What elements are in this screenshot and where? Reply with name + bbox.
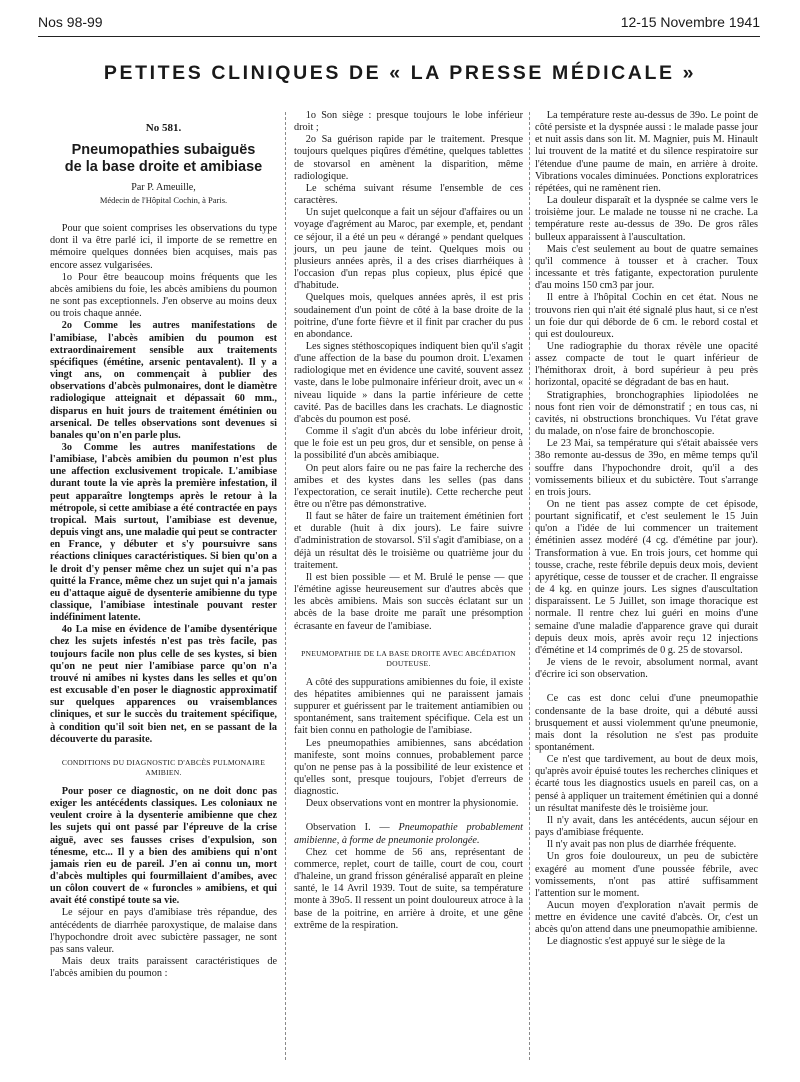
masthead-title: PETITES CLINIQUES DE « LA PRESSE MÉDICALE » — [103, 62, 697, 84]
column-3 — [535, 110, 758, 949]
paragraph: Les pneumopathies amibiennes, sans abcédation manifeste, sont moins connues, probablement parce qu'on ne pense pas à la possibilité de leur existence et qu'elles sont, presque toujours, l'objet d'erreurs de diagnostic. — [294, 737, 523, 798]
paragraph: Aucun moyen d'exploration n'avait permis de mettre en évidence une cavité d'abcès. Or, c'est un abcès qu'on attend dans une pneumopathie amibienne. — [535, 900, 758, 936]
paragraph: Quelques mois, quelques années après, il est pris soudainement d'un point de côté à la base droite de la poitrine, d'une forte fièvre et il finit par cracher du pus en abondance. — [294, 292, 523, 340]
paragraph: Pour que soient comprises les observations du type dont il va être parlé ici, il importe de se remettre en mémoire quelques données bien acquises, mais pas encore assez vulgarisées. — [50, 223, 277, 271]
paragraph: Mais deux traits paraissent caractéristiques de l'abcès amibien du poumon : — [50, 956, 277, 980]
article-title-line-1: Pneumopathies subaiguës — [71, 142, 256, 159]
column-divider — [285, 112, 286, 1060]
article-title-line-2: de la base droite et amibiase — [64, 159, 263, 176]
paragraph: Il n'y avait pas non plus de diarrhée fréquente. — [546, 839, 737, 851]
paragraph: Comme il s'agit d'un abcès du lobe inférieur droit, que le foie est un peu gros, dur et sensible, on pense à la possibilité d'un abcès amibiaque. — [294, 426, 523, 462]
paragraph: Il faut se hâter de faire un traitement émétinien fort et durable (huit à dix jours). Le faire suivre d'administration de stovarsol. S'il s'agit d'amibiase, on a déjà un résultat dès le troisième ou quatrième jour du traitement. — [294, 511, 523, 571]
paragraph: Ce n'est que tardivement, au bout de deux mois, qu'après avoir épuisé toutes les recherches cliniques et écarté tous les diagnostics usuels en pareil cas, on a pensé à appliquer un traitement émétinien qui a donné un résultat manifeste dès le troisième jour. — [535, 754, 758, 814]
running-header — [38, 14, 760, 36]
paragraph: Il entre à l'hôpital Cochin en cet état. Nous ne trouvons rien qui n'ait été signalé plus haut, si ce n'est un foie dur qui déborde de 6 cm. le rebord costal et qui est douloureux. — [535, 292, 758, 340]
article-number: No 581. — [145, 122, 182, 134]
paragraph: 1o Son siège : presque toujours le lobe inférieur droit ; — [294, 110, 523, 134]
paragraph: 2o Sa guérison rapide par le traitement. Presque toujours quelques piqûres d'émétine, quelques tablettes de stovarsol en amènent la disparition, même radiologique. — [294, 134, 523, 182]
paragraph: Je viens de le revoir, absolument normal, avant d'écrire ici son observation. — [535, 657, 758, 681]
paragraph: Ce cas est donc celui d'une pneumopathie condensante de la base droite, qui a débuté aussi brusquement et aussi violemment qu'une pneumonie, mais dont la résolution ne s'est pas produite spontanément. — [535, 693, 758, 753]
paragraph: Le séjour en pays d'amibiase très répandue, des antécédents de diarrhée paroxystique, de malaise dans l'hypochondre droit avec subictère passager, ne sont pas sans valeur. — [50, 907, 277, 955]
paragraph: La douleur disparaît et la dyspnée se calme vers le troisième jour. Le malade ne tousse ni ne crache. La température reste au-dessus de 39o. De gros râles bulleux apparaissent à l'auscultation. — [535, 195, 758, 243]
paragraph: 1o Pour être beaucoup moins fréquents que les abcès amibiens du foie, les abcès amibiens du poumon ne sont pas exceptionnels. J'en observe au moins deux ou trois chaque année. — [50, 271, 277, 320]
article-title — [50, 142, 277, 176]
paragraph: Les signes stéthoscopiques indiquent bien qu'il s'agit d'une affection de la base du poumon droit. L'examen radiologique met en évidence une cavité, souvent assez vaste, dans le lobe pulmonaire inférieur droit, avec un « niveau liquide » dans la partie inférieure de cette cavité. Pas de bacilles dans les crachats. Le diagnostic d'abcès du poumon est posé. — [294, 340, 523, 425]
observation-title: Pneumopathie probablement amibienne, à forme de pneumonie prolongée. — [294, 822, 523, 846]
paragraph: 4o La mise en évidence de l'amibe dysentérique chez les sujets infestés n'est pas très facile, pas toujours facile non plus celle de ses kystes, si bien qu'on ne peut nier l'amibiase parce qu'on n'a trouvé ni amibes ni kystes dans les selles et qu'on est excusable d'en poser le diagnostic approximatif sur quelques apparences ou vraisemblances cliniques, et sur le succès du traitement spécifique, à condition qu'il soit bien net, en se passant de la découverte du parasite. — [50, 624, 277, 745]
observation-heading — [294, 822, 523, 846]
paragraph: Le diagnostic s'est appuyé sur le siège de la — [546, 936, 726, 948]
column-2 — [294, 110, 523, 932]
paragraph: A côté des suppurations amibiennes du foie, il existe des hépatites amibiennes qui ne paraissent jamais suppurer et guérissent par le traitement antiamibien ou spontanément, sans traitement spécifique. Cela est un fait bien connu en pathologie de l'amibiase. — [294, 676, 523, 737]
paragraph: Mais c'est seulement au bout de quatre semaines qu'il commence à tousser et à cracher. Toux incessante et très fatigante, expectoration purulente d'au moins 150 cm3 par jour. — [535, 243, 758, 292]
paragraph: Chez cet homme de 56 ans, représentant de commerce, replet, court de taille, court de cou, court d'haleine, un grand frisson généralisé apparaît en pleine santé, le 14 Avril 1939. Tout de suite, sa température monte à 39o5. Il ressent un point douloureux atroce à la base de la poitrine, en arrière à droite, et une gêne extrême de la respiration. — [294, 846, 523, 931]
paragraph: Deux observations vont en montrer la physionomie. — [305, 798, 519, 810]
paragraph: 3o Comme les autres manifestations de l'amibiase, l'abcès amibien du poumon n'est plus une affection exclusivement tropicale. L'amibiase durant toute la vie après la première infestation, il peut apparaître longtemps après le retour à la métropole, si cette amibiase a été contractée en pays tropical. Mais surtout, l'amibiase est devenue, depuis vingt ans, une maladie qui peut se contracter en France, y débuter et s'y poursuivre sans réactions cliniques caractéristiques. Si bien qu'on a le droit d'y penser même chez un sujet qui n'a pas quitté la France, même chez un sujet qui n'a jamais eu d'attaque aiguë de dysenterie amibienne du type classique, l'amibiase intestinale pouvant rester indéfiniment latente. — [50, 441, 277, 624]
paragraph: Pour poser ce diagnostic, on ne doit donc pas exiger les antécédents classiques. Les coloniaux ne veulent croire à la dysenterie amibienne que chez les sujets qui ont passé par l'épreuve de la crise aiguë, avec ses fausses crises d'expulsion, son ténesme, etc... Il y a bien des amibiens qui n'ont jamais rien eu de pareil. J'en ai connu un, mort d'abcès multiples qui fourmillaient d'amibes, avec un côlon couvert de « furoncles » amibiens, et qui avait été constipé toute sa vie. — [50, 785, 277, 907]
author-affiliation: Médecin de l'Hôpital Cochin, à Paris. — [99, 195, 228, 206]
paragraph: Une radiographie du thorax révèle une opacité assez compacte de tout le quart inférieur de l'hémithorax droit, à bord supérieur à peu près horizontal, opacité se dégradant de bas en haut. — [535, 340, 758, 389]
paragraph: 2o Comme les autres manifestations de l'amibiase, l'abcès amibien du poumon est extraordinairement sensible aux traitements spécifiques (émétine, arsenic pentavalent). Il y a vingt ans, on commençait à publier des observations d'abcès pulmonaires, dont le diamètre radiologique atteignait et dépassait 60 mm., disparus en huit jours de traitement émétinien ou arsenical. De telles observations sont devenues si banales qu'on n'en parle plus. — [50, 320, 277, 441]
header-rule — [38, 36, 760, 37]
paragraph: Le 23 Mai, sa température qui s'était abaissée vers 38o remonte au-dessus de 39o, en même temps qu'il souffre dans l'hypochondre droit, qu'il a des vomissements bilieux et du subictère. Tout s'arrange en trois jours. — [535, 438, 758, 498]
article-author: Par P. Ameuille, — [131, 182, 196, 194]
observation-label: Observation I. — — [305, 822, 390, 834]
paragraph: Le schéma suivant résume l'ensemble de ces caractères. — [294, 182, 523, 207]
paragraph: On ne tient pas assez compte de cet épisode, pourtant significatif, et c'est seulement le 15 Juin qu'on a l'idée de lui commencer un traitement émétinien assez modéré (4 cg. d'émétine par jour). Transformation à vue. En trois jours, cet homme qui tousse, crache, reste fébrile depuis deux mois, devient apyrétique, cesse de tousser et de cracher. Il engraisse de 4 kg. en quinze jours. Les signes d'auscultation disparaissent. Le 5 Juillet, son image thoracique est normale. Il rentre chez lui guéri en moins d'une semaine d'une maladie d'apparence grave qui durait depuis deux mois, après avoir reçu 12 injections d'émétine et 14 comprimés de 0 g. 25 de stovarsol. — [535, 499, 758, 656]
paragraph: On peut alors faire ou ne pas faire la recherche des amibes et des kystes dans les selles (pas dans l'expectoration, ce serait inutile). Cette recherche peut être ou n'être pas démonstrative. — [294, 462, 523, 510]
paragraph: Il est bien possible — et M. Brulé le pense — que l'émétine agisse heureusement sur d'autres abcès que les abcès amibiens. Mais son succès éclatant sur un abcès de la base droite me paraît une présomption écrasante en faveur de l'amibiase. — [294, 571, 523, 632]
issue-date: 12-15 Novembre 1941 — [620, 14, 760, 30]
column-1 — [50, 110, 277, 980]
paragraph: La température reste au-dessus de 39o. Le point de côté persiste et la dyspnée aussi : le malade passe jour et nuit assis dans son lit. M. Magnier, puis M. Hinault lui trouvent de la matité et du silence respiratoire sur l'étendue d'une paume de main, en arrière à droite. Vibrations vocales diminuées. Ponctions exploratrices répétées, qui ne ramènent rien. — [535, 110, 758, 194]
column-divider — [529, 112, 530, 1060]
paragraph: Il n'y avait, dans les antécédents, aucun séjour en pays d'amibiase fréquente. — [535, 814, 758, 839]
paragraph: Un sujet quelconque a fait un séjour d'affaires ou un voyage d'agrément au Maroc, par exemple, et, pendant ce séjour, il a été un peu « dérangé » pendant quelques jours, un peu jaune de teint. Quelques mois ou plusieurs années après, il a des crises diarrhéiques à l'occasion d'un repas plus copieux, plus épicé que d'habitude. — [294, 207, 523, 292]
issue-number: Nos 98-99 — [38, 14, 103, 30]
paragraph: Stratigraphies, bronchographies lipiodolées ne nous font rien voir de démonstratif ; en tous cas, ni cavités, ni obstructions bronchiques. Vu l'état grave du malade, on n'ose faire de bronchoscopie. — [535, 389, 758, 438]
paragraph: Un gros foie douloureux, un peu de subictère exagéré au moment d'une poussée fébrile, avec vomissements, n'ont pas attiré suffisamment l'attention sur le moment. — [535, 851, 758, 899]
section-heading: PNEUMOPATHIE DE LA BASE DROITE AVEC ABCÉDATION DOUTEUSE. — [301, 648, 516, 668]
section-heading: CONDITIONS DU DIAGNOSTIC D'ABCÈS PULMONAIRE AMIBIEN. — [61, 757, 266, 777]
